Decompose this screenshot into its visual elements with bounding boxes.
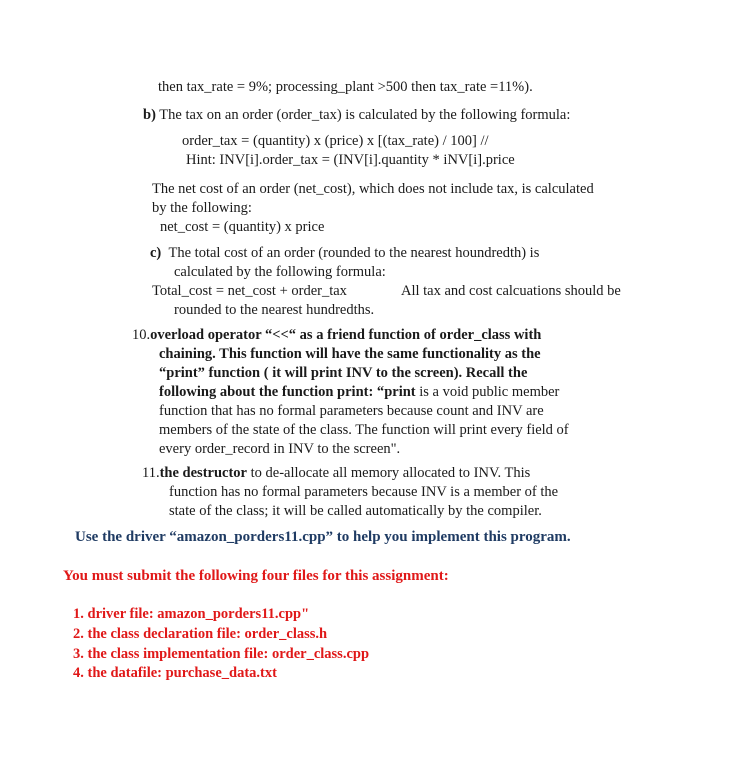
item-11-number: 11. — [142, 465, 160, 481]
rounding-note-2: rounded to the nearest hundredths. — [174, 302, 375, 318]
file-item-3: 3. the class implementation file: order_class.cpp — [73, 646, 370, 662]
item-10-l4-c: is a void public member — [415, 384, 560, 400]
item-c-line-1 — [150, 244, 539, 262]
item-c-text: The total cost of an order (rounded to the nearest houndredth) is — [168, 245, 540, 261]
item-11-line-3: state of the class; it will be called automatically by the compiler. — [169, 503, 542, 519]
driver-note: Use the driver “amazon_porders11.cpp” to help you implement this program. — [75, 529, 571, 545]
item-10-l4-print: print — [384, 384, 416, 400]
item-b-label — [143, 106, 570, 124]
rounding-note: All tax and cost calcuations should be — [401, 283, 621, 299]
hint-line: Hint: INV[i].order_tax = (INV[i].quantity * iNV[i].price — [186, 152, 515, 168]
item-10-line-2: chaining. This function will have the same functionality as the — [159, 346, 541, 362]
item-10-l4-a: following about the function print: “ — [159, 384, 385, 400]
item-10-line-3: “print” function ( it will print INV to the screen). Recall the — [159, 365, 528, 381]
item-10-text: overload operator “<<“ as a friend function of order_class with — [150, 327, 542, 343]
order-tax-formula: order_tax = (quantity) x (price) x [(tax_rate) / 100] // — [182, 133, 489, 149]
submit-heading: You must submit the following four files for this assignment: — [63, 568, 449, 584]
net-cost-formula: net_cost = (quantity) x price — [160, 219, 325, 235]
item-11-line-1 — [142, 464, 530, 482]
item-10-line-1 — [132, 326, 541, 344]
total-cost-formula: Total_cost = net_cost + order_tax — [152, 283, 347, 299]
net-cost-line-2: by the following: — [152, 200, 252, 216]
file-item-4: 4. the datafile: purchase_data.txt — [73, 665, 277, 681]
net-cost-line-1: The net cost of an order (net_cost), which does not include tax, is calculated — [152, 181, 594, 197]
item-10-line-4 — [159, 383, 559, 401]
item-10-line-6: members of the state of the class. The function will print every field of — [159, 422, 569, 438]
tax-rate-line: then tax_rate = 9%; processing_plant >500 then tax_rate =11%). — [158, 79, 533, 95]
file-item-2: 2. the class declaration file: order_class.h — [73, 626, 328, 642]
item-c-line-2: calculated by the following formula: — [174, 264, 386, 280]
file-item-1: 1. driver file: amazon_porders11.cpp" — [73, 606, 310, 622]
item-10-line-5: function that has no formal parameters because count and INV are — [159, 403, 544, 419]
item-11-text: to de-allocate all memory allocated to INV. This — [246, 465, 531, 481]
item-b-text: The tax on an order (order_tax) is calculated by the following formula: — [159, 107, 571, 123]
item-10-number: 10. — [132, 327, 151, 343]
item-10-line-7: every order_record in INV to the screen". — [159, 441, 401, 457]
item-b-marker: b) — [143, 107, 156, 123]
item-11-bold: the destructor — [159, 465, 247, 481]
item-11-line-2: function has no formal parameters because INV is a member of the — [169, 484, 559, 500]
item-c-marker: c) — [150, 245, 162, 261]
